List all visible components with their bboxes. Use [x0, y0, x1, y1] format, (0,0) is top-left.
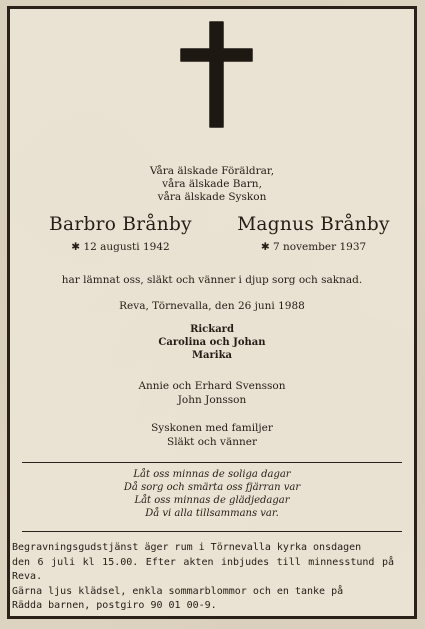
asterisk-icon: ✱ [71, 241, 81, 253]
mourner-name: Annie och Erhard Svensson [138, 380, 286, 392]
birth-date-row [216, 241, 411, 253]
obituary-notice [7, 6, 417, 619]
mourner-name: John Jonsson [177, 394, 247, 406]
asterisk-icon: ✱ [260, 241, 270, 253]
place-date: Reva, Törnevalla, den 26 juni 1988 [119, 300, 305, 312]
person-column [216, 214, 411, 253]
birth-date: 12 augusti 1942 [83, 241, 170, 253]
notice-line: Rädda barnen, postgiro 90 01 00-9. [12, 600, 217, 611]
intro-line: våra älskade Barn, [162, 178, 262, 190]
divider [22, 462, 402, 463]
verse-line: Då sorg och smärta oss fjärran var [123, 482, 301, 493]
deceased-name: Barbro Brånby [49, 214, 192, 235]
deceased-name: Magnus Brånby [237, 214, 390, 235]
verse-line: Då vi alla tillsammans var. [145, 508, 279, 519]
notice-line: den 6 juli kl 15.00. Efter akten inbjudes till minnesstund på Reva. [12, 556, 394, 582]
birth-date-row [23, 241, 218, 253]
mourner-name: Rickard [190, 324, 234, 335]
intro-line: våra älskade Syskon [157, 191, 267, 203]
verse-line: Låt oss minnas de glädjedagar [134, 495, 290, 506]
mourner-name: Carolina och Johan [158, 337, 266, 348]
funeral-notice [12, 541, 394, 614]
divider [22, 531, 402, 532]
mourner-name: Syskonen med familjer [151, 422, 273, 434]
intro-line: Våra älskade Föräldrar, [149, 165, 275, 177]
mourner-name: Marika [191, 350, 233, 361]
verse-line: Låt oss minnas de soliga dagar [133, 469, 291, 480]
mourner-name: Släkt och vänner [167, 436, 257, 448]
notice-line: Begravningsgudstjänst äger rum i Törnevalla kyrka onsdagen [12, 542, 362, 553]
person-column [23, 214, 218, 253]
birth-date: 7 november 1937 [272, 241, 367, 253]
cross-icon [10, 9, 414, 616]
condolence-message: har lämnat oss, släkt och vänner i djup sorg och saknad. [61, 274, 363, 286]
notice-line: Gärna ljus klädsel, enkla sommarblommor och en tanke på [12, 585, 344, 597]
